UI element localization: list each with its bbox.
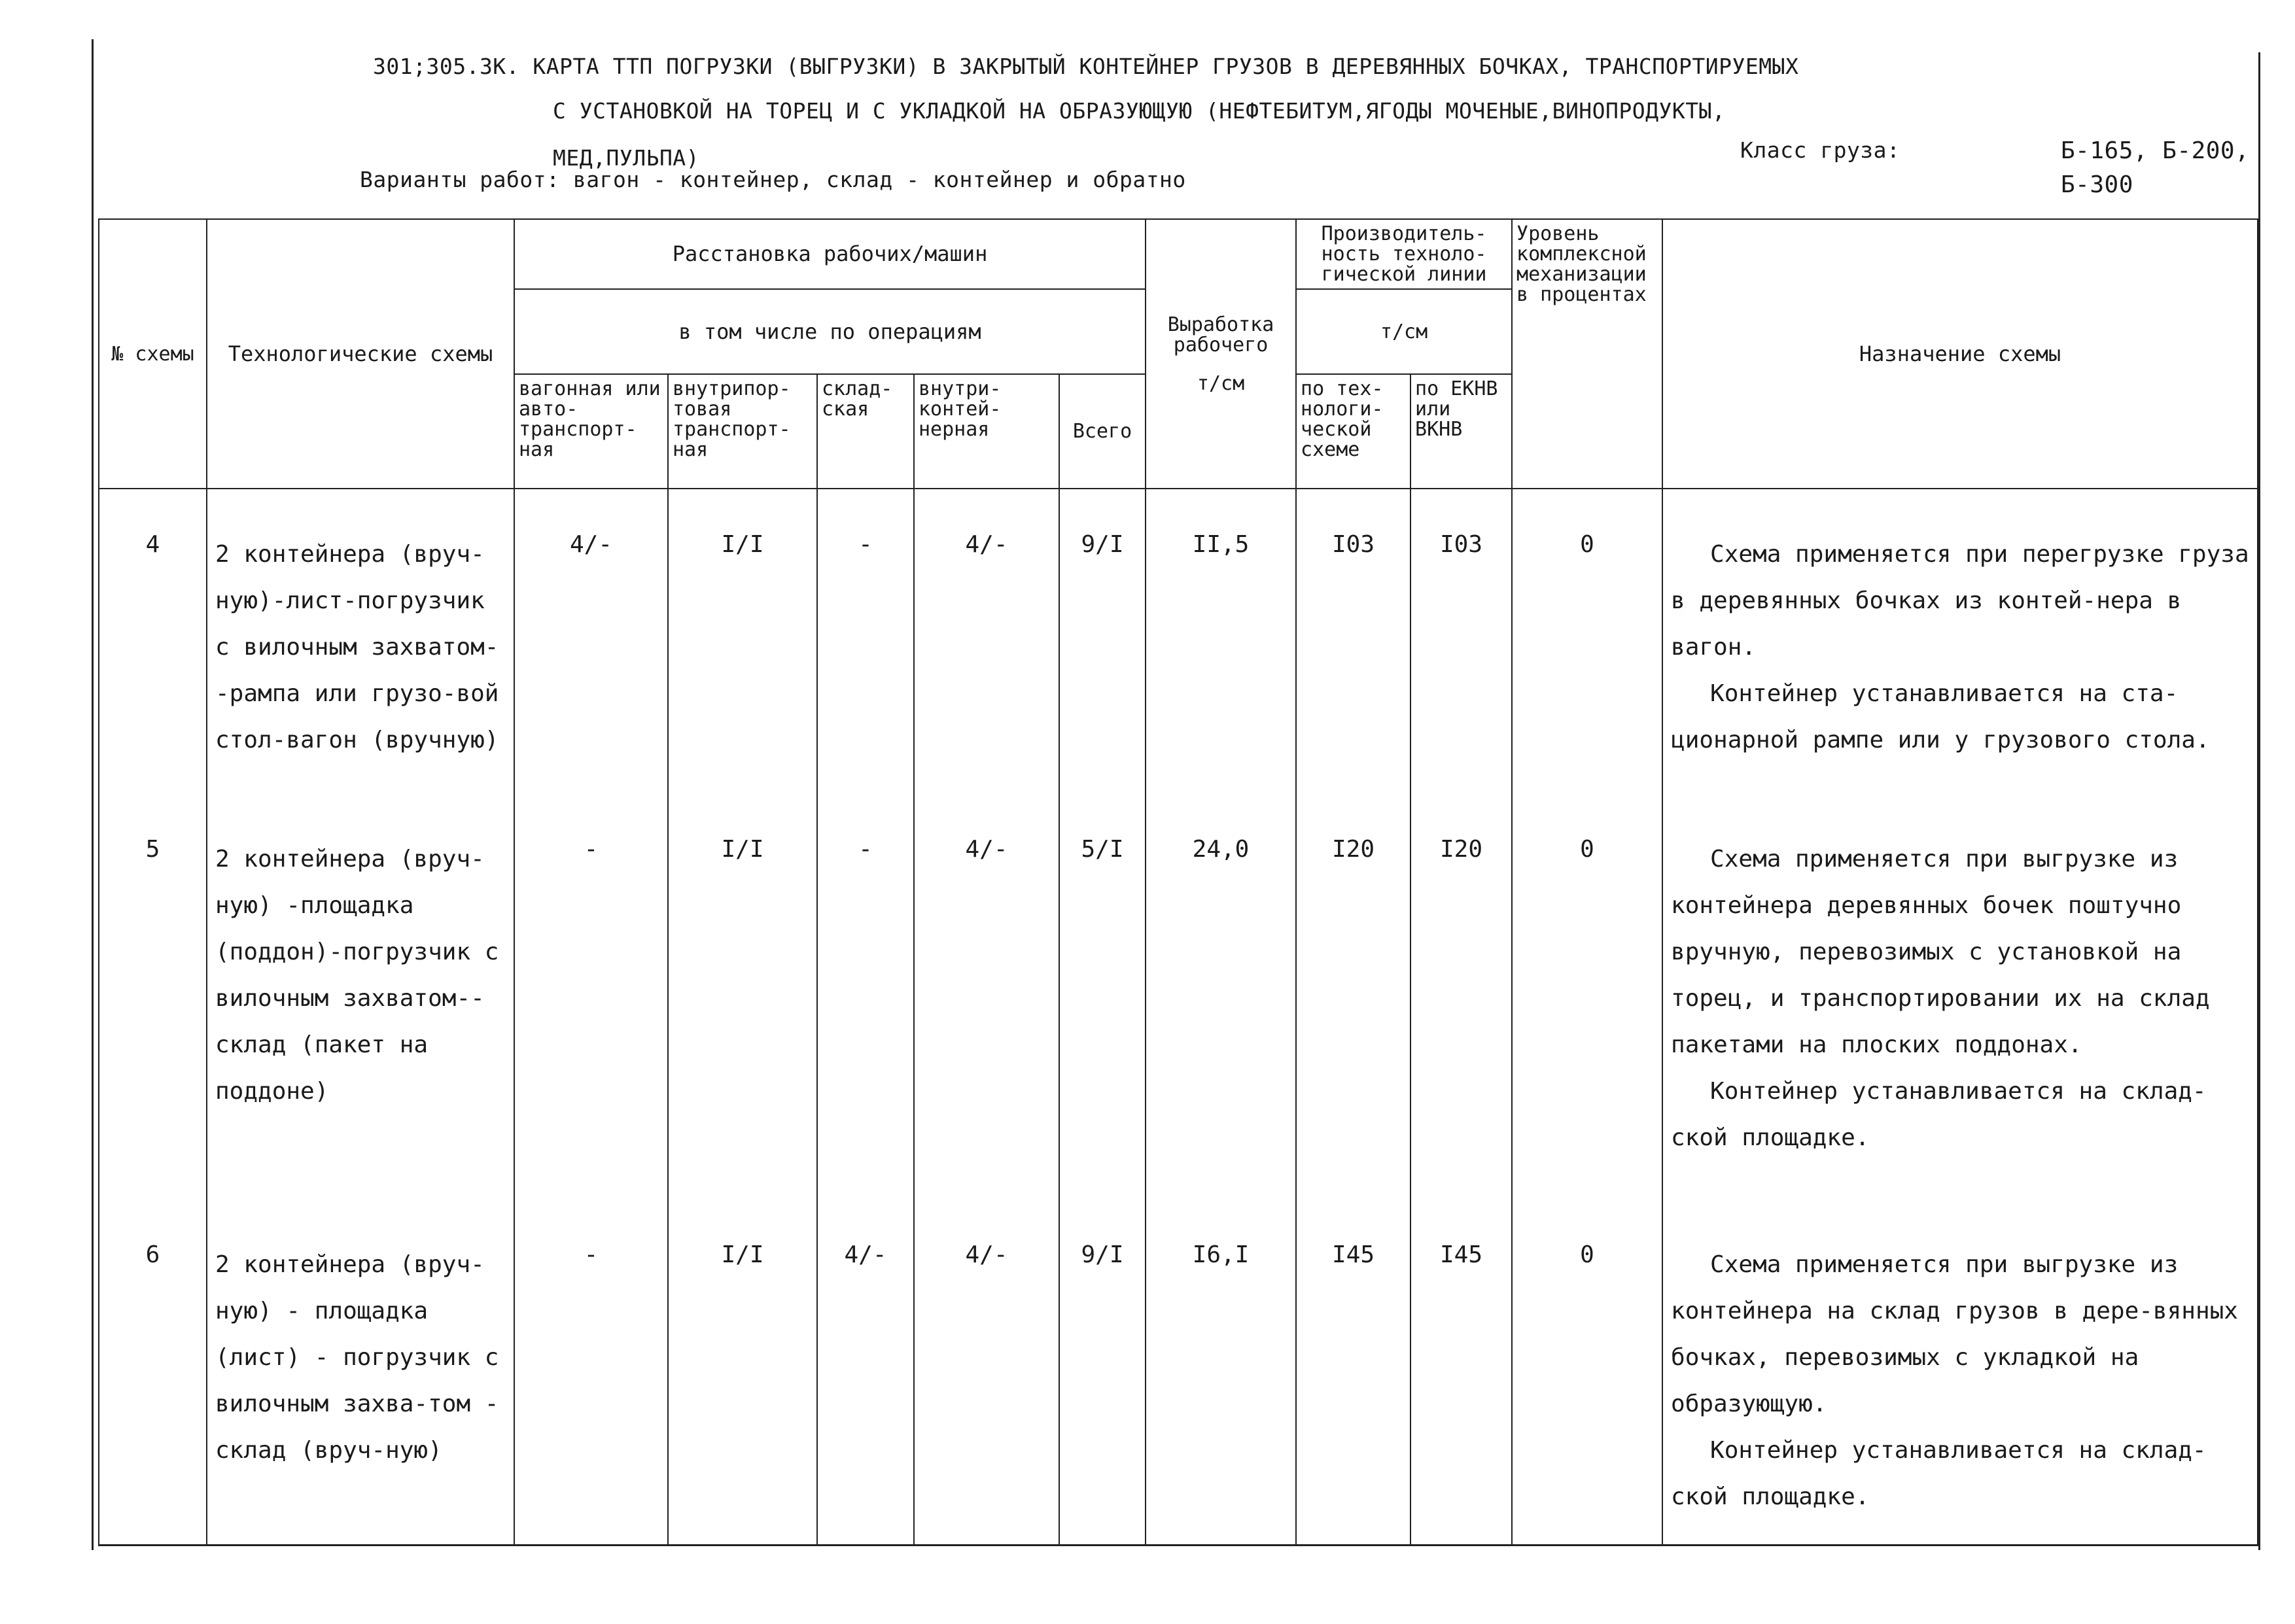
header-scheme-number: № схемы [99,219,207,489]
purpose-paragraph-2: Контейнер устанавливается на склад-ской площадке. [1671,1436,2207,1510]
work-variants: Варианты работ: вагон - контейнер, склад - контейнер и обратно [360,167,1186,192]
scheme-description: 2 контейнера (вруч-ную)-лист-погрузчик с вилочным захватом--рампа или грузо-вой стол-вагон (вручную) [207,489,514,784]
technology-map-table [98,218,2258,1546]
table-row [99,489,2258,784]
page-frame-left [92,39,94,1550]
prod-norms-value: I20 [1410,784,1512,1189]
op-total-value: 9/I [1059,1189,1146,1546]
purpose-paragraph-1: Схема применяется при перегрузке груза в деревянных бочках из контей-нера в вагон. [1671,541,2249,661]
purpose-paragraph-2: Контейнер устанавливается на склад-ской площадке. [1671,1077,2207,1151]
op-intracontainer-value: 4/- [914,1189,1059,1546]
header-op-intracontainer: внутри-контей-нерная [914,374,1059,489]
op-wagon-value: - [514,784,668,1189]
header-mechanization-level: Уровень комплексной механизации в процентах [1512,219,1662,489]
prod-norms-value: I03 [1410,489,1512,784]
op-warehouse-value: 4/- [817,1189,914,1546]
header-op-total: Всего [1059,374,1146,489]
scheme-number: 6 [99,1189,207,1546]
op-intraport-value: I/I [668,1189,817,1546]
op-intracontainer-value: 4/- [914,784,1059,1189]
purpose-text [1662,784,2258,1189]
mechanization-value: 0 [1512,489,1662,784]
purpose-paragraph-1: Схема применяется при выгрузке из контейнера на склад грузов в дере-вянных бочках, перевозимых с укладкой на образующую. [1671,1251,2238,1417]
scheme-number: 4 [99,489,207,784]
header-op-warehouse: склад-ская [817,374,914,489]
header-productivity-label: Производитель-ность техноло-гической линии [1321,222,1487,286]
prod-scheme-value: I20 [1296,784,1410,1189]
op-intracontainer-value: 4/- [914,489,1059,784]
op-warehouse-value: - [817,489,914,784]
prod-scheme-value: I45 [1296,1189,1410,1546]
worker-output-value: 24,0 [1146,784,1296,1189]
header-worker-output-unit: т/см [1197,371,1245,395]
worker-output-value: I6,I [1146,1189,1296,1546]
purpose-paragraph-2: Контейнер устанавливается на ста-ционарной рампе или у грузового стола. [1671,680,2210,753]
header-prod-by-scheme: по тех-нологи-ческой схеме [1296,374,1410,489]
container-codes-line-1: Б-165, Б-200, [2061,137,2250,164]
document-title-line-3: МЕД,ПУЛЬПА) [553,145,700,171]
scheme-description: 2 контейнера (вруч-ную) -площадка (поддон)-погрузчик с вилочным захватом--склад (пакет на поддоне) [207,784,514,1189]
purpose-paragraph-1: Схема применяется при выгрузке из контейнера деревянных бочек поштучно вручную, перевозимых с установкой на торец, и транспортировании их на склад пакетами на плоских поддонах. [1671,845,2210,1058]
op-intraport-value: I/I [668,784,817,1189]
op-intraport-value: I/I [668,489,817,784]
page-frame-right [2258,52,2260,1550]
header-scheme-purpose: Назначение схемы [1662,219,2258,489]
op-wagon-value: 4/- [514,489,668,784]
purpose-text [1662,1189,2258,1546]
scheme-description: 2 контейнера (вруч-ную) - площадка (лист) - погрузчик с вилочным захва-том - склад (вруч-ную) [207,1189,514,1546]
header-op-wagon: вагонная или авто-транспорт-ная [514,374,668,489]
table-row [99,784,2258,1189]
header-productivity [1296,219,1512,289]
header-worker-output [1146,219,1296,489]
document-title-line-1: 301;305.3К. КАРТА ТТП ПОГРУЗКИ (ВЫГРУЗКИ) В ЗАКРЫТЫЙ КОНТЕЙНЕР ГРУЗОВ В ДЕРЕВЯННЫХ БОЧКАХ, ТРАНСПОРТИРУЕМЫХ [373,54,1799,79]
op-warehouse-value: - [817,784,914,1189]
header-worker-output-label: Выработка рабочего [1167,313,1274,356]
purpose-text [1662,489,2258,784]
container-codes-line-2: Б-300 [2061,171,2133,198]
header-placement: Расстановка рабочих/машин [514,219,1146,289]
op-total-value: 5/I [1059,784,1146,1189]
header-op-intraport: внутрипор-товая транспорт-ная [668,374,817,489]
header-by-operations: в том числе по операциям [514,289,1146,374]
table-row [99,1189,2258,1546]
worker-output-value: II,5 [1146,489,1296,784]
prod-scheme-value: I03 [1296,489,1410,784]
scheme-number: 5 [99,784,207,1189]
mechanization-value: 0 [1512,1189,1662,1546]
op-wagon-value: - [514,1189,668,1546]
cargo-class-label: Класс груза: [1740,137,1901,163]
header-productivity-unit: т/см [1296,289,1512,374]
op-total-value: 9/I [1059,489,1146,784]
header-technology-schemes: Технологические схемы [207,219,514,489]
header-prod-by-norms: по ЕКНВ или ВКНВ [1410,374,1512,489]
prod-norms-value: I45 [1410,1189,1512,1546]
mechanization-value: 0 [1512,784,1662,1189]
document-title-line-2: С УСТАНОВКОЙ НА ТОРЕЦ И С УКЛАДКОЙ НА ОБРАЗУЮЩУЮ (НЕФТЕБИТУМ,ЯГОДЫ МОЧЕНЫЕ,ВИНОПРОДУКТЫ, [553,98,1726,124]
